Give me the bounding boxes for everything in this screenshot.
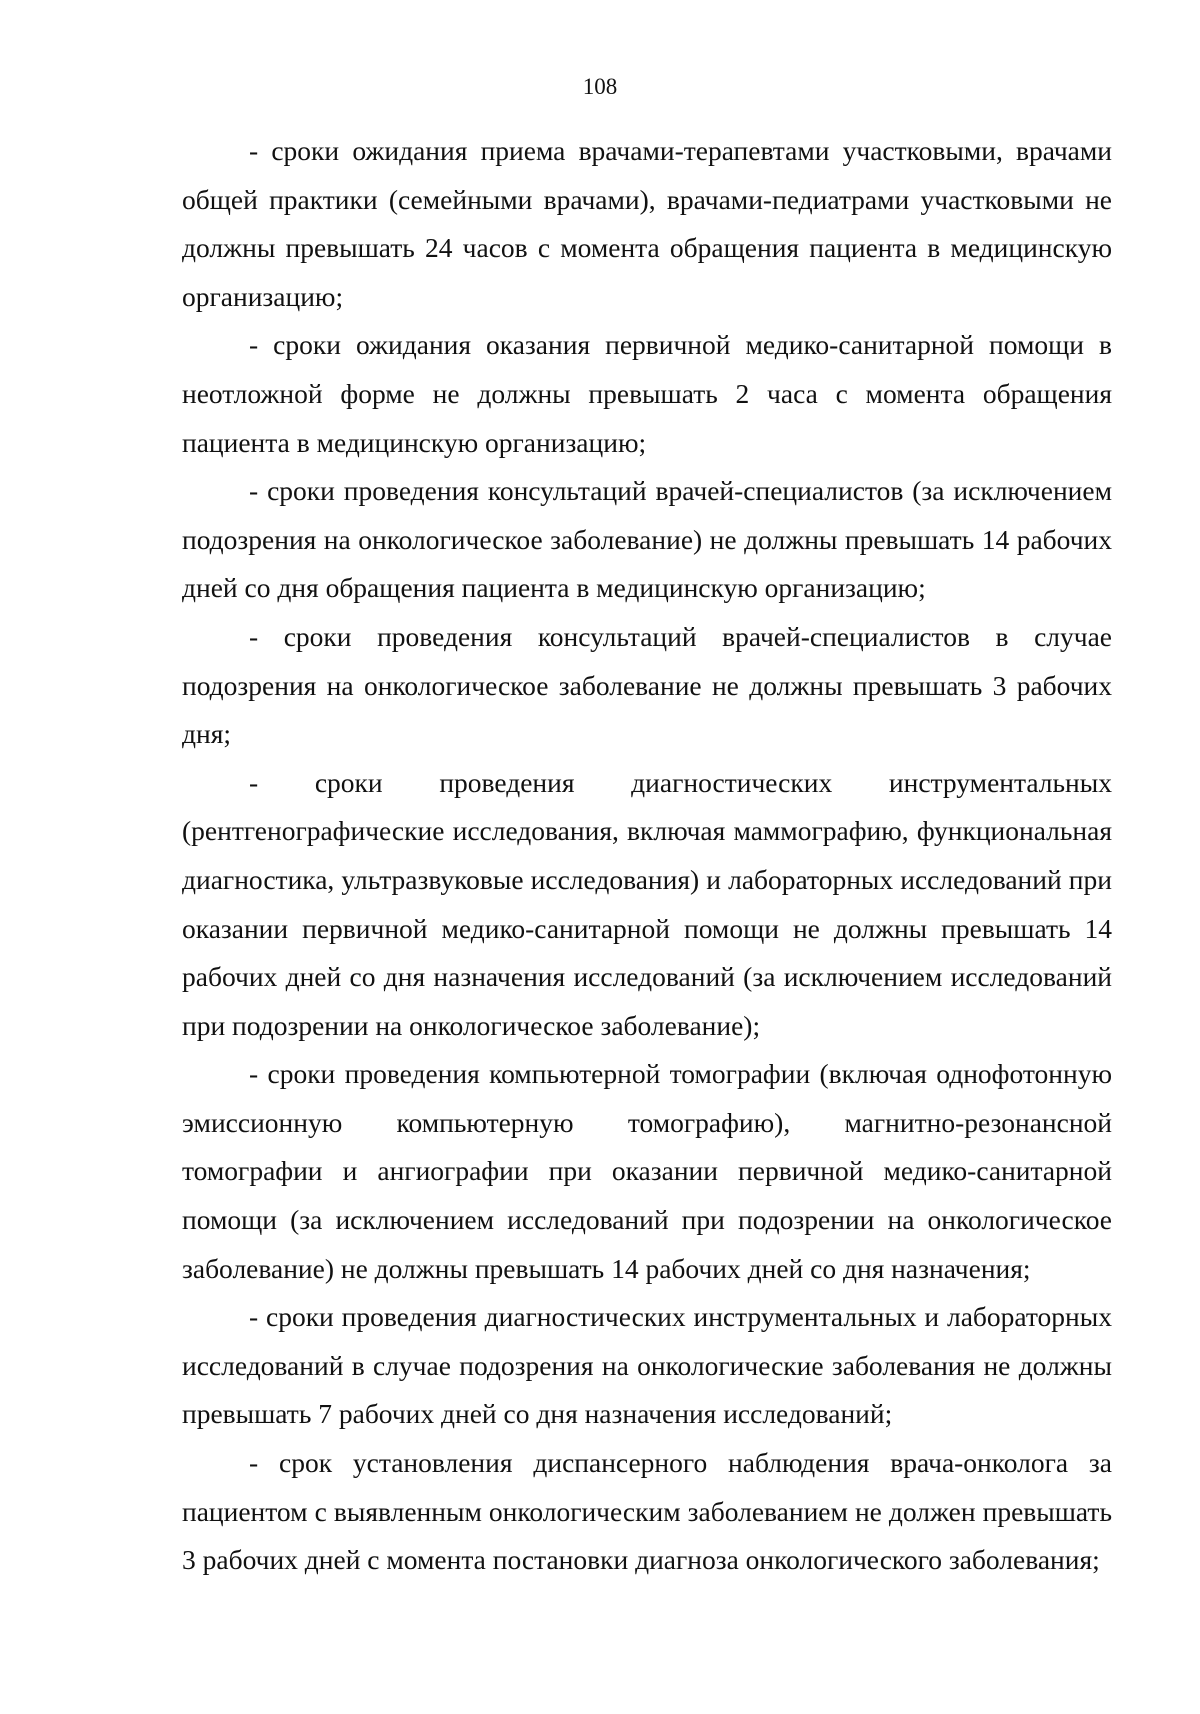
paragraph-dispensary-observation-time: - срок установления диспансерного наблюдения врача-онколога за пациентом с выявленным онкологическим заболеванием не должен превышать 3 рабочих дней с момента постановки диагноза онкологического заболевания;	[182, 1447, 1112, 1576]
document-body	[182, 127, 1112, 1585]
paragraph-oncology-diagnostics-time: - сроки проведения диагностических инструментальных и лабораторных исследований в случае подозрения на онкологические заболевания не должны превышать 7 рабочих дней со дня назначения исследований;	[182, 1301, 1112, 1430]
paragraph-tomography-time: - сроки проведения компьютерной томографии (включая однофотонную эмиссионную компьютерную томографию), магнитно-резонансной томографии и ангиографии при оказании первичной медико-санитарной помощи (за исключением исследований при подозрении на онкологическое заболевание) не должны превышать 14 рабочих дней со дня назначения;	[182, 1058, 1112, 1284]
paragraph-diagnostic-tests-time: - сроки проведения диагностических инструментальных (рентгенографические исследования, включая маммографию, функциональная диагностика, ультразвуковые исследования) и лабораторных исследований при оказании первичной медико-санитарной помощи не должны превышать 14 рабочих дней со дня назначения исследований (за исключением исследований при подозрении на онкологическое заболевание);	[182, 766, 1112, 1041]
paragraph-oncology-consultation-time: - сроки проведения консультаций врачей-специалистов в случае подозрения на онкологическое заболевание не должны превышать 3 рабочих дня;	[182, 620, 1112, 750]
paragraph-urgent-care-wait-time: - сроки ожидания оказания первичной медико-санитарной помощи в неотложной форме не должны превышать 2 часа с момента обращения пациента в медицинскую организацию;	[182, 329, 1112, 458]
page-number: 108	[582, 74, 618, 99]
paragraph-reception-wait-time: - сроки ожидания приема врачами-терапевтами участковыми, врачами общей практики (семейными врачами), врачами-педиатрами участковыми не должны превышать 24 часов с момента обращения пациента в медицинскую организацию;	[182, 135, 1112, 312]
paragraph-specialist-consultation-time: - сроки проведения консультаций врачей-специалистов (за исключением подозрения на онкологическое заболевание) не должны превышать 14 рабочих дней со дня обращения пациента в медицинскую организацию;	[182, 475, 1112, 604]
